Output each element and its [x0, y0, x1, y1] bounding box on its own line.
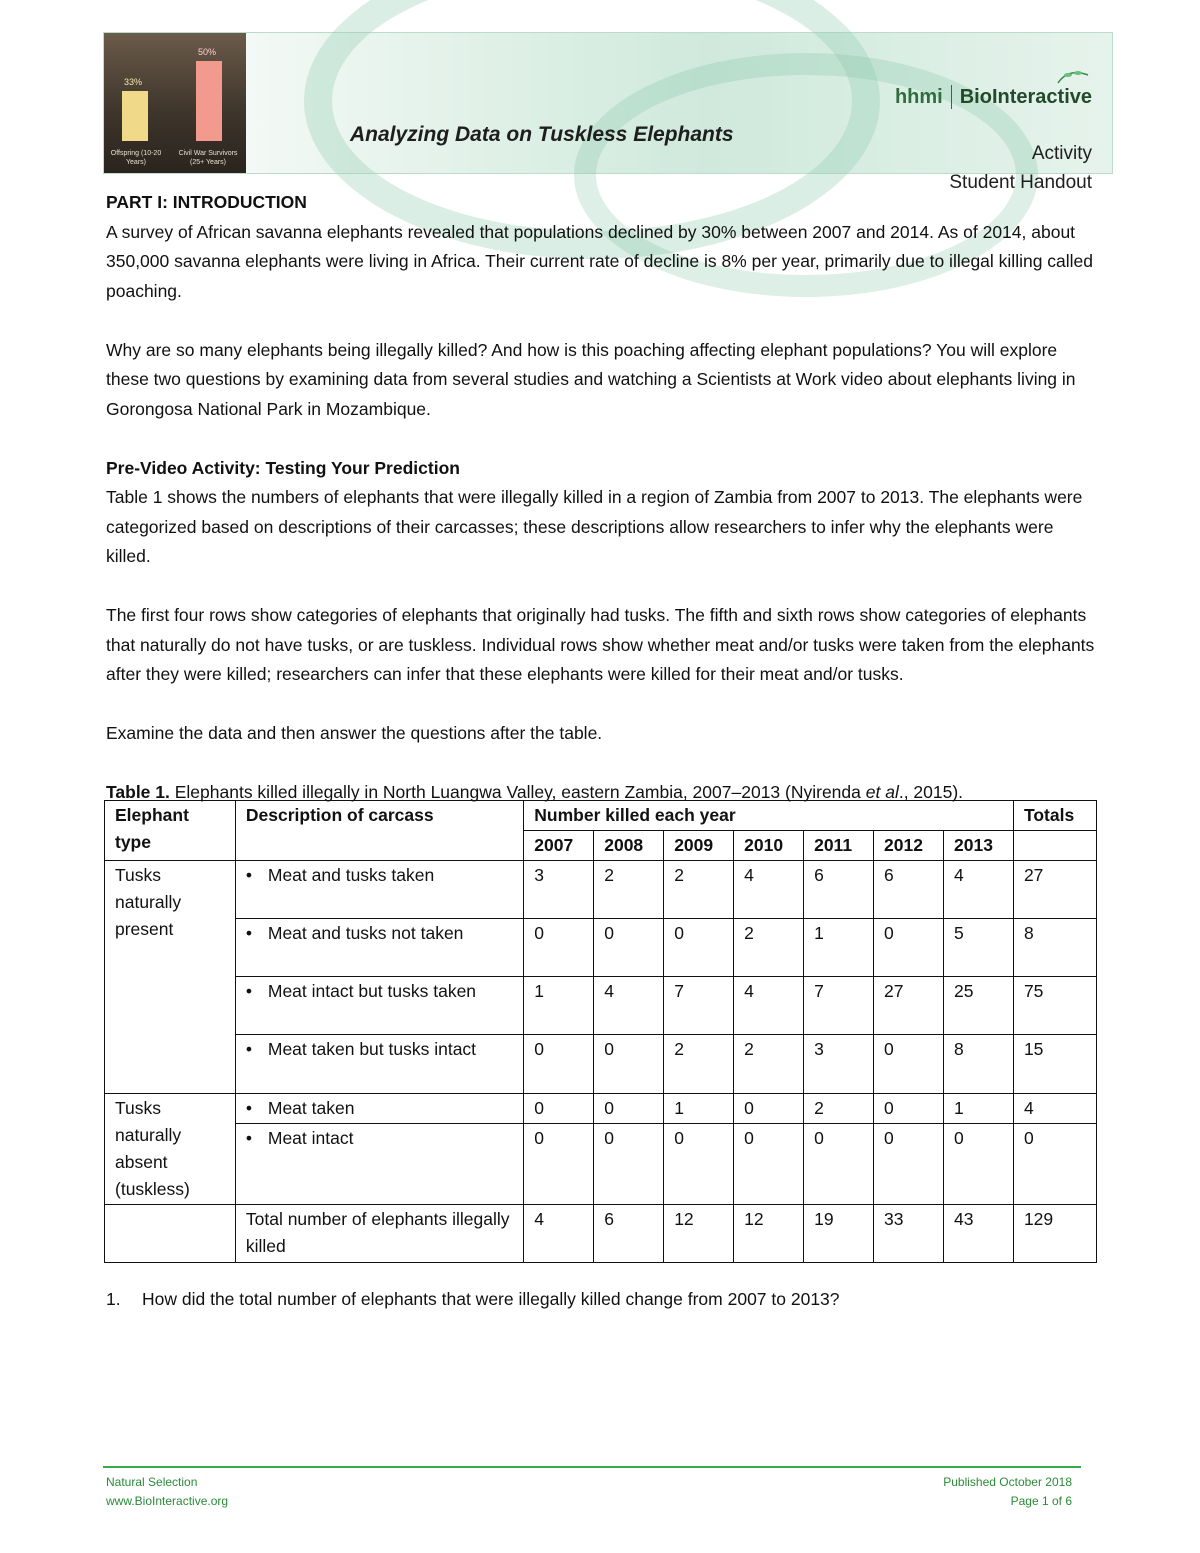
- table-cell: 0: [524, 1124, 594, 1205]
- footer-published: Published October 2018: [943, 1475, 1072, 1489]
- table-cell: 4: [734, 977, 804, 1035]
- table-cell: 0: [734, 1094, 804, 1124]
- table-cell: 2: [664, 861, 734, 919]
- table-cell: 1: [804, 919, 874, 977]
- document-title: Analyzing Data on Tuskless Elephants: [350, 123, 734, 146]
- carcass-description: • Meat intact but tusks taken: [235, 977, 523, 1035]
- table-cell: 2: [734, 919, 804, 977]
- table-cell: 4: [734, 861, 804, 919]
- bullet-icon: •: [245, 865, 253, 885]
- table-cell: 5: [944, 919, 1014, 977]
- year-total: 6: [594, 1205, 664, 1263]
- thumb-bar-survivors: [196, 61, 222, 141]
- table-cell: 4: [944, 861, 1014, 919]
- document-body: [106, 188, 1101, 808]
- bullet-icon: •: [245, 1098, 253, 1118]
- table-cell: 0: [594, 919, 664, 977]
- elephant-thumbnail-image: [104, 33, 246, 173]
- year-header: 2007: [524, 831, 594, 861]
- table-cell: 25: [944, 977, 1014, 1035]
- thumb-pct-offspring: 33%: [124, 77, 143, 87]
- table-cell: 4: [594, 977, 664, 1035]
- table-cell: 3: [804, 1035, 874, 1094]
- bullet-icon: •: [245, 923, 253, 943]
- year-header: 2008: [594, 831, 664, 861]
- year-total: 43: [944, 1205, 1014, 1263]
- thumb-caption-survivors: Civil War Survivors (25+ Years): [178, 150, 238, 166]
- group-tusks-absent: Tusks naturally absent (tuskless): [105, 1094, 236, 1205]
- bullet-icon: •: [245, 1128, 253, 1149]
- prevideo-paragraph-2: The first four rows show categories of elephants that originally had tusks. The fifth and sixth rows show categories of elephants that naturally do not have tusks, or are tuskless. Individual rows show whether meat and/or tusks were taken from the elephants after they were killed; researchers can infer that these elephants were killed for their meat and/or tusks.: [106, 605, 1095, 684]
- table-cell: 0: [594, 1035, 664, 1094]
- table-cell: 2: [664, 1035, 734, 1094]
- table-cell: 8: [944, 1035, 1014, 1094]
- table-cell: 0: [524, 1035, 594, 1094]
- carcass-description: • Meat and tusks not taken: [235, 919, 523, 977]
- table-row: [105, 919, 1097, 977]
- row-total: 4: [1013, 1094, 1096, 1124]
- year-header: 2011: [804, 831, 874, 861]
- table-cell: 7: [664, 977, 734, 1035]
- footer-divider: [103, 1466, 1081, 1468]
- table-cell: 0: [664, 919, 734, 977]
- logo-hhmi: hhmi: [894, 85, 943, 108]
- carcass-description: • Meat intact: [235, 1124, 523, 1205]
- header-elephant-type: Elephant type: [105, 801, 236, 861]
- year-total: 4: [524, 1205, 594, 1263]
- bullet-icon: •: [245, 1039, 253, 1059]
- table-cell: 0: [524, 1094, 594, 1124]
- header-description: Description of carcass: [235, 801, 523, 861]
- table-cell: 2: [804, 1094, 874, 1124]
- table-cell: 1: [524, 977, 594, 1035]
- table-cell: 0: [874, 1124, 944, 1205]
- year-header: 2010: [734, 831, 804, 861]
- row-total: 75: [1013, 977, 1096, 1035]
- footer-unit: Natural Selection: [106, 1475, 198, 1489]
- carcass-description: • Meat and tusks taken: [235, 861, 523, 919]
- elephants-killed-table: [104, 800, 1097, 1263]
- question-1: [106, 1289, 840, 1310]
- part1-heading: PART I: INTRODUCTION: [106, 192, 307, 212]
- intro-paragraph-1: A survey of African savanna elephants revealed that populations declined by 30% between 2007 and 2014. As of 2014, about 350,000 savanna elephants were living in Africa. Their current rate of decline is 8% per year, primarily due to illegal killing called poaching.: [106, 221, 1094, 301]
- logo-biointeractive: BioInteractive: [959, 85, 1092, 108]
- table-header-row: [105, 801, 1097, 831]
- header-totals: Totals: [1013, 801, 1096, 831]
- footer-left: [106, 1473, 228, 1511]
- year-header: 2013: [944, 831, 1014, 861]
- prevideo-paragraph-3: Examine the data and then answer the questions after the table.: [106, 723, 603, 743]
- carcass-description: • Meat taken: [235, 1094, 523, 1124]
- row-total: 15: [1013, 1035, 1096, 1094]
- student-handout-label: Student Handout: [949, 172, 1092, 193]
- table-cell: 7: [804, 977, 874, 1035]
- footer-site-link[interactable]: www.BioInteractive.org: [106, 1494, 229, 1508]
- carcass-description: • Meat taken but tusks intact: [235, 1035, 523, 1094]
- intro-paragraph-2: Why are so many elephants being illegally killed? And how is this poaching affecting elephant populations? You will explore these two questions by examining data from several studies and watching a Scientists at Work video about elephants living in Gorongosa National Park in Mozambique.: [106, 339, 1076, 419]
- table-cell: 0: [874, 1035, 944, 1094]
- table-cell: 6: [874, 861, 944, 919]
- row-total: 8: [1013, 919, 1096, 977]
- prevideo-heading: Pre-Video Activity: Testing Your Prediction: [106, 457, 460, 478]
- question-number: 1.: [106, 1289, 121, 1309]
- question-text: How did the total number of elephants that were illegally killed change from 2007 to 2013?: [142, 1289, 840, 1309]
- year-header: 2012: [874, 831, 944, 861]
- table-caption: Table 1. Elephants killed illegally in North Luangwa Valley, eastern Zambia, 2007–2013 (Nyirenda et al., 2015).: [106, 782, 964, 802]
- header-banner: [103, 32, 1113, 193]
- year-total: 12: [664, 1205, 734, 1263]
- grand-total: 129: [1013, 1205, 1096, 1263]
- table-cell: 3: [524, 861, 594, 919]
- table-cell: 0: [874, 1094, 944, 1124]
- hhmi-biointeractive-logo: [895, 85, 1092, 109]
- leaf-icon: [1056, 69, 1090, 85]
- year-total: 33: [874, 1205, 944, 1263]
- table-total-row: [105, 1205, 1097, 1263]
- table-row: [105, 1094, 1097, 1124]
- table-cell: 1: [944, 1094, 1014, 1124]
- year-header: 2009: [664, 831, 734, 861]
- year-total: 12: [734, 1205, 804, 1263]
- table-row: [105, 1035, 1097, 1094]
- table-row: [105, 861, 1097, 919]
- table-cell: 0: [734, 1124, 804, 1205]
- table-cell: 0: [594, 1094, 664, 1124]
- row-total: 27: [1013, 861, 1096, 919]
- thumb-bar-offspring: [122, 91, 148, 141]
- prevideo-paragraph-1: Table 1 shows the numbers of elephants that were illegally killed in a region of Zambia from 2007 to 2013. The elephants were categorized based on descriptions of their carcasses; these descriptions allow researchers to infer why the elephants were killed.: [106, 487, 1083, 566]
- table-cell: 0: [944, 1124, 1014, 1205]
- header-number-killed: Number killed each year: [524, 801, 1014, 831]
- total-label: Total number of elephants illegally killed: [235, 1205, 523, 1263]
- table-cell: 2: [594, 861, 664, 919]
- table-cell: 6: [804, 861, 874, 919]
- row-total: 0: [1013, 1124, 1096, 1205]
- bullet-icon: •: [245, 981, 253, 1001]
- table-cell: 0: [594, 1124, 664, 1205]
- table-cell: 0: [524, 919, 594, 977]
- table-cell: 0: [664, 1124, 734, 1205]
- group-tusks-present: Tusks naturally present: [105, 861, 236, 1094]
- year-total: 19: [804, 1205, 874, 1263]
- thumb-caption-offspring: Offspring (10-20 Years): [110, 150, 162, 166]
- activity-label: Activity: [1031, 143, 1092, 164]
- table-cell: 2: [734, 1035, 804, 1094]
- table-cell: 0: [804, 1124, 874, 1205]
- table-cell: 27: [874, 977, 944, 1035]
- footer-page-number: Page 1 of 6: [1010, 1494, 1072, 1508]
- table-cell: 0: [874, 919, 944, 977]
- table-row: [105, 977, 1097, 1035]
- table-row: [105, 1124, 1097, 1205]
- table-cell: 1: [664, 1094, 734, 1124]
- thumb-pct-survivors: 50%: [198, 47, 217, 57]
- footer-right: [943, 1473, 1072, 1511]
